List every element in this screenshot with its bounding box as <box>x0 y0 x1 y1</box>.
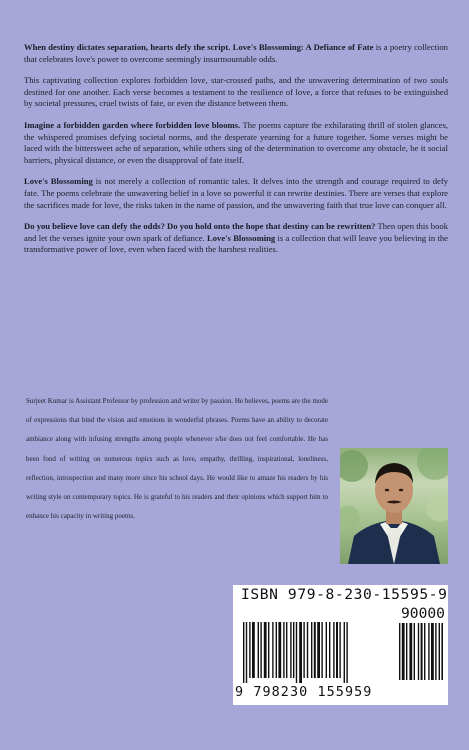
blurb-text: The poems capture the exhilarating thrill of stolen glances, the whispered promises defying societal norms, and the desperate yearning for a future together. Some verses might be laced with the bittersweet ache of separation, while others sing of the determination to overcome any obstacle, be it social barriers, physical distance, or even the disapproval of fate itself. <box>24 119 448 165</box>
price-code: 90000 <box>401 605 445 622</box>
book-title-short: Love's Blossoming <box>24 176 93 187</box>
book-title: Love's Blossoming: A Defiance of Fate <box>232 42 374 52</box>
barcode-bar <box>296 622 297 683</box>
barcode-bar <box>249 622 250 678</box>
barcode-bar <box>293 622 294 678</box>
barcode-bar <box>441 623 443 680</box>
barcode-bar <box>339 622 340 678</box>
back-cover-blurb <box>24 42 448 266</box>
barcode-bar <box>246 622 247 683</box>
blurb-text: is not merely a collection of romantic tales. It delves into the strength and courage required to defy fate. The poems celebrate the unwavering belief in a love so powerful it can rewrite destinies. There are verses that explore the sacrifices made for love, the risks taken in the name of passion, and the unwavering faith that true love can conquer all. <box>24 176 448 210</box>
author-photo <box>340 448 448 564</box>
barcode-bar <box>314 622 316 678</box>
barcode-bar <box>402 623 405 680</box>
barcode-bar <box>336 622 338 678</box>
blurb-highlight: Imagine a forbidden garden where forbidden love blooms. <box>24 119 241 130</box>
barcode-bar <box>276 622 277 678</box>
barcode-bar <box>439 623 440 680</box>
ean13-bars <box>243 622 393 684</box>
blurb-paragraph-3 <box>24 120 448 166</box>
ean-digits: 9 798230 155959 <box>235 685 373 700</box>
barcode-bar <box>424 623 425 680</box>
barcode-bar <box>344 622 345 683</box>
barcode-bar <box>264 622 267 678</box>
blurb-paragraph-4 <box>24 176 448 211</box>
isbn-label: ISBN 979-8-230-15595-9 <box>241 586 448 603</box>
barcode-bar <box>346 622 347 683</box>
barcode-bar <box>243 622 244 683</box>
blurb-text: is a collection that will leave you believing in the transformative power of love, even when faced with the harshest realities. <box>24 232 448 255</box>
blurb-question: Do you believe love can defy the odds? Do you hold onto the hope that destiny can be rewritten? <box>24 221 376 232</box>
barcode-bar <box>252 622 255 678</box>
blurb-text: is a poetry collection that celebrates love's power to overcome seemingly insurmountable odds. <box>24 42 448 64</box>
isbn-barcode <box>233 585 448 705</box>
barcode-bar <box>421 623 423 680</box>
blurb-paragraph-5 <box>24 221 448 256</box>
addon-bars <box>399 623 443 680</box>
barcode-bar <box>321 622 322 678</box>
blurb-paragraph-2: This captivating collection explores forbidden love, star-crossed paths, and the unwavering determination of two souls destined for one another. Each verse becomes a testament to the resilience of love, a force that refuses to be extinguished by societal pressures, cruel twists of fate, or even the distance between them. <box>24 75 448 109</box>
blurb-paragraph-1 <box>24 42 448 65</box>
barcode-bar <box>272 622 273 678</box>
blurb-text: Then open this book and let the verses ignite your own spark of defiance. <box>24 221 448 243</box>
barcode-bar <box>268 622 269 678</box>
barcode-bar <box>258 622 259 678</box>
book-title-short: Love's Blossoming <box>207 232 276 243</box>
barcode-bar <box>283 622 284 678</box>
barcode-bar <box>333 622 334 678</box>
barcode-bar <box>329 622 330 678</box>
barcode-bar <box>317 622 320 678</box>
barcode-bar <box>303 622 304 678</box>
barcode-bar <box>311 622 312 678</box>
barcode-bar <box>414 623 415 680</box>
barcode-bar <box>278 622 281 678</box>
barcode-bar <box>435 623 436 680</box>
barcode-bar <box>290 622 291 678</box>
barcode-bar <box>299 622 302 683</box>
barcode-bar <box>409 623 412 680</box>
barcode-bar <box>428 623 429 680</box>
barcode-bar <box>399 623 400 680</box>
barcode-bar <box>431 623 434 680</box>
author-bio: Surjeet Kumar is Assistant Professor by profession and writer by passion. He believes, poems are the mode of expressions that bind the vision and emotions in wonderful phrases. Poems have an ability to decorate ambiance along with infusing strengths among people whenever s/he does not feel comfortable. He has been fond of writing on numerous topics such as love, empathy, thrilling, inspirational, loneliness, reflection, introspection and many more since his school days. He would like to amaze his readers by his writing style on contemporary topics. He is grateful to his readers and their opinions which support him to enhance his capacity in writing poems. <box>26 397 328 521</box>
barcode-bar <box>406 623 407 680</box>
barcode-bar <box>286 622 287 678</box>
blurb-hook: When destiny dictates separation, hearts defy the script. <box>24 42 231 52</box>
barcode-bar <box>307 622 308 678</box>
barcode-bar <box>326 622 327 678</box>
barcode-bar <box>260 622 261 678</box>
barcode-bar <box>418 623 419 680</box>
